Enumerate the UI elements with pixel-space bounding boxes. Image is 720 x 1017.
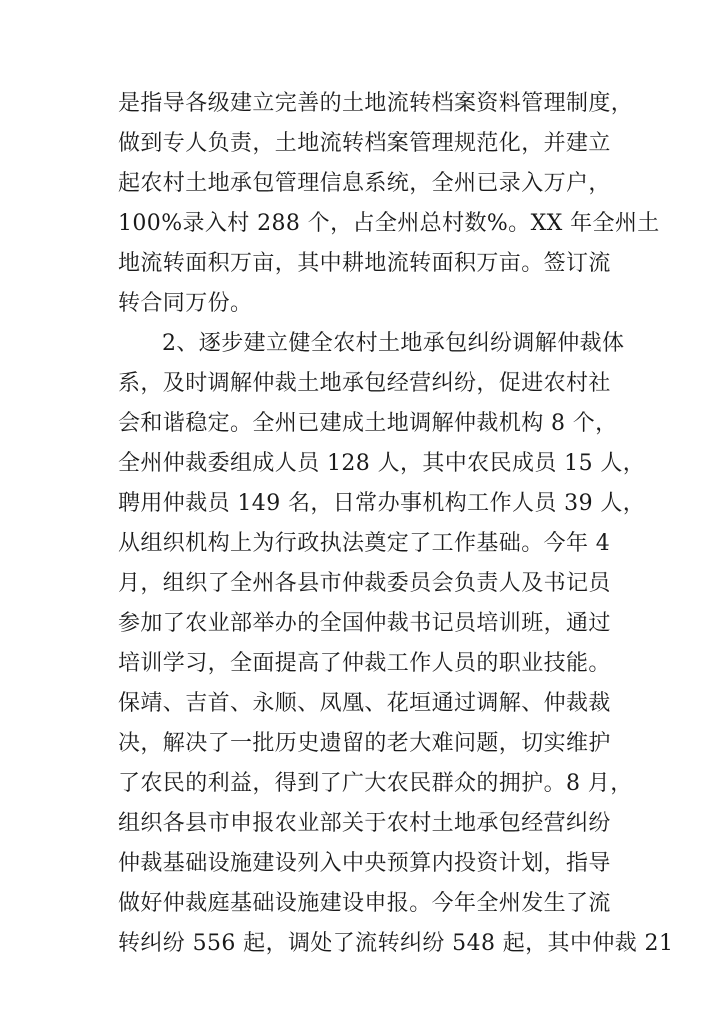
text-line: 做好仲裁庭基础设施建设申报。今年全州发生了流 xyxy=(118,891,611,916)
text-line: 全州仲裁委组成人员 128 人，其中农民成员 15 人， xyxy=(118,451,646,476)
text-line: 仲裁基础设施建设列入中央预算内投资计划，指导 xyxy=(118,851,611,876)
body-text xyxy=(118,84,674,964)
text-line: 做到专人负责，土地流转档案管理规范化，并建立 xyxy=(118,131,611,156)
text-line: 转纠纷 556 起，调处了流转纠纷 548 起，其中仲裁 21 xyxy=(118,931,674,956)
text-line: 是指导各级建立完善的土地流转档案资料管理制度， xyxy=(118,91,634,116)
text-line: 会和谐稳定。全州已建成土地调解仲裁机构 8 个， xyxy=(118,411,618,436)
paragraph-start-line: 2、逐步建立健全农村土地承包纠纷调解仲裁体 xyxy=(162,331,625,356)
text-line: 系，及时调解仲裁土地承包经营纠纷，促进农村社 xyxy=(118,371,611,396)
text-line: 保靖、吉首、永顺、凤凰、花垣通过调解、仲裁裁 xyxy=(118,691,611,716)
text-line: 地流转面积万亩，其中耕地流转面积万亩。签订流 xyxy=(118,251,611,276)
text-line: 起农村土地承包管理信息系统，全州已录入万户， xyxy=(118,171,611,196)
text-line: 聘用仲裁员 149 名，日常办事机构工作人员 39 人， xyxy=(118,491,646,516)
text-line: 了农民的利益，得到了广大农民群众的拥护。8 月， xyxy=(118,771,633,796)
text-line: 月，组织了全州各县市仲裁委员会负责人及书记员 xyxy=(118,571,611,596)
text-line: 组织各县市申报农业部关于农村土地承包经营纠纷 xyxy=(118,811,611,836)
text-line: 参加了农业部举办的全国仲裁书记员培训班，通过 xyxy=(118,611,611,636)
text-line: 培训学习，全面提高了仲裁工作人员的职业技能。 xyxy=(118,651,611,676)
text-line: 转合同万份。 xyxy=(118,291,253,316)
text-line: 100%录入村 288 个，占全州总村数%。XX 年全州土 xyxy=(118,211,660,236)
text-line: 决，解决了一批历史遗留的老大难问题，切实维护 xyxy=(118,731,611,756)
text-line: 从组织机构上为行政执法奠定了工作基础。今年 4 xyxy=(118,531,611,556)
